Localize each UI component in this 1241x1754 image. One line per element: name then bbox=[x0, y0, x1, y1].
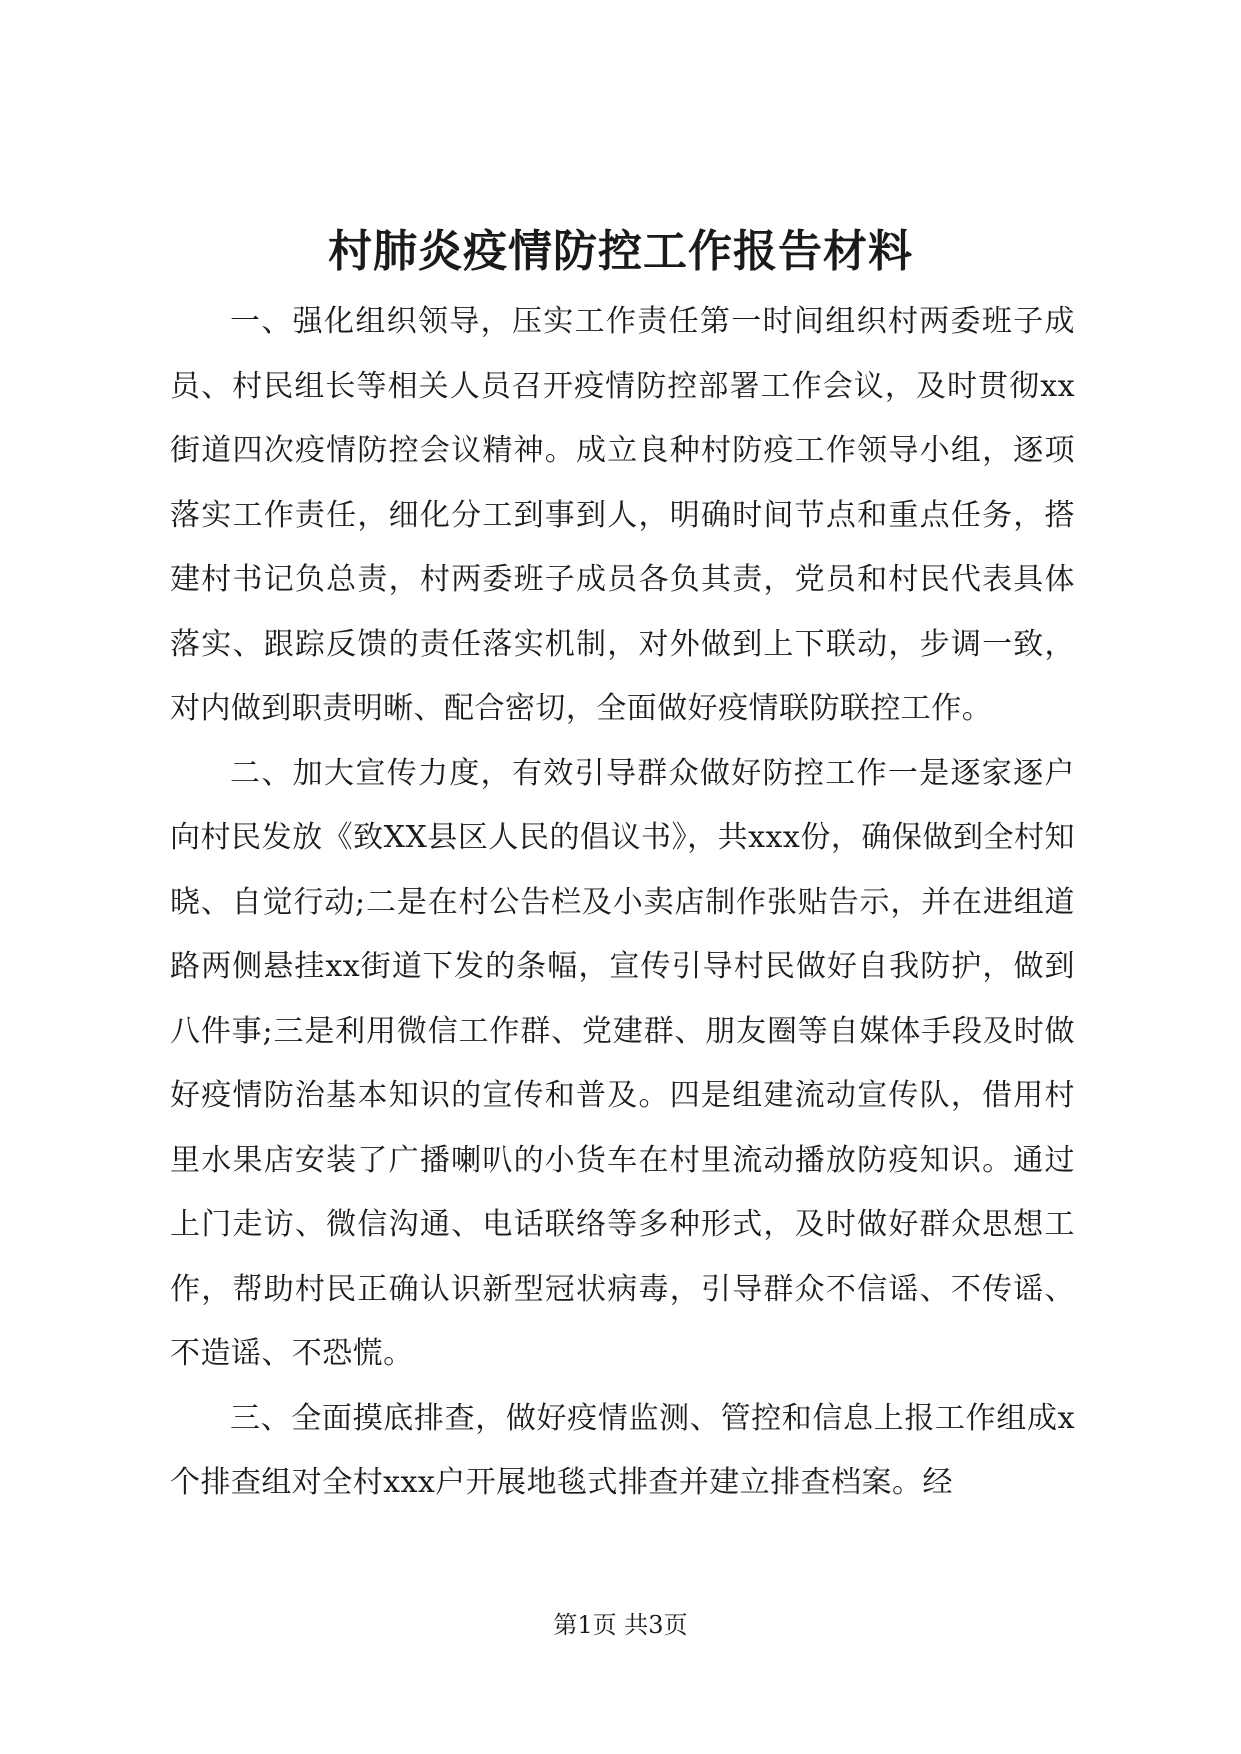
page-number-footer: 第1页 共3页 bbox=[553, 1611, 688, 1639]
document-title: 村肺炎疫情防控工作报告材料 bbox=[328, 226, 913, 277]
paragraph-section-1: 一、强化组织领导，压实工作责任第一时间组织村两委班子成员、村民组长等相关人员召开疫情防控部署工作会议，及时贯彻xx街道四次疫情防控会议精神。成立良种村防疫工作领导小组，逐项落实工作责任，细化分工到事到人，明确时间节点和重点任务，搭建村书记负总责，村两委班子成员各负其责，党员和村民代表具体落实、跟踪反馈的责任落实机制，对外做到上下联动，步调一致，对内做到职责明晰、配合密切，全面做好疫情联防联控工作。 bbox=[170, 304, 1075, 726]
document-body bbox=[170, 290, 1075, 1516]
paragraph-section-2: 二、加大宣传力度，有效引导群众做好防控工作一是逐家逐户向村民发放《致XX县区人民的倡议书》，共xxx份，确保做到全村知晓、自觉行动;二是在村公告栏及小卖店制作张贴告示，并在进组道路两侧悬挂xx街道下发的条幅，宣传引导村民做好自我防护，做到八件事;三是利用微信工作群、党建群、朋友圈等自媒体手段及时做好疫情防治基本知识的宣传和普及。四是组建流动宣传队，借用村里水果店安装了广播喇叭的小货车在村里流动播放防疫知识。通过上门走访、微信沟通、电话联络等多种形式，及时做好群众思想工作，帮助村民正确认识新型冠状病毒，引导群众不信谣、不传谣、不造谣、不恐慌。 bbox=[170, 755, 1075, 1371]
paragraph-section-3: 三、全面摸底排查，做好疫情监测、管控和信息上报工作组成x个排查组对全村xxx户开展地毯式排查并建立排查档案。经 bbox=[170, 1400, 1075, 1500]
